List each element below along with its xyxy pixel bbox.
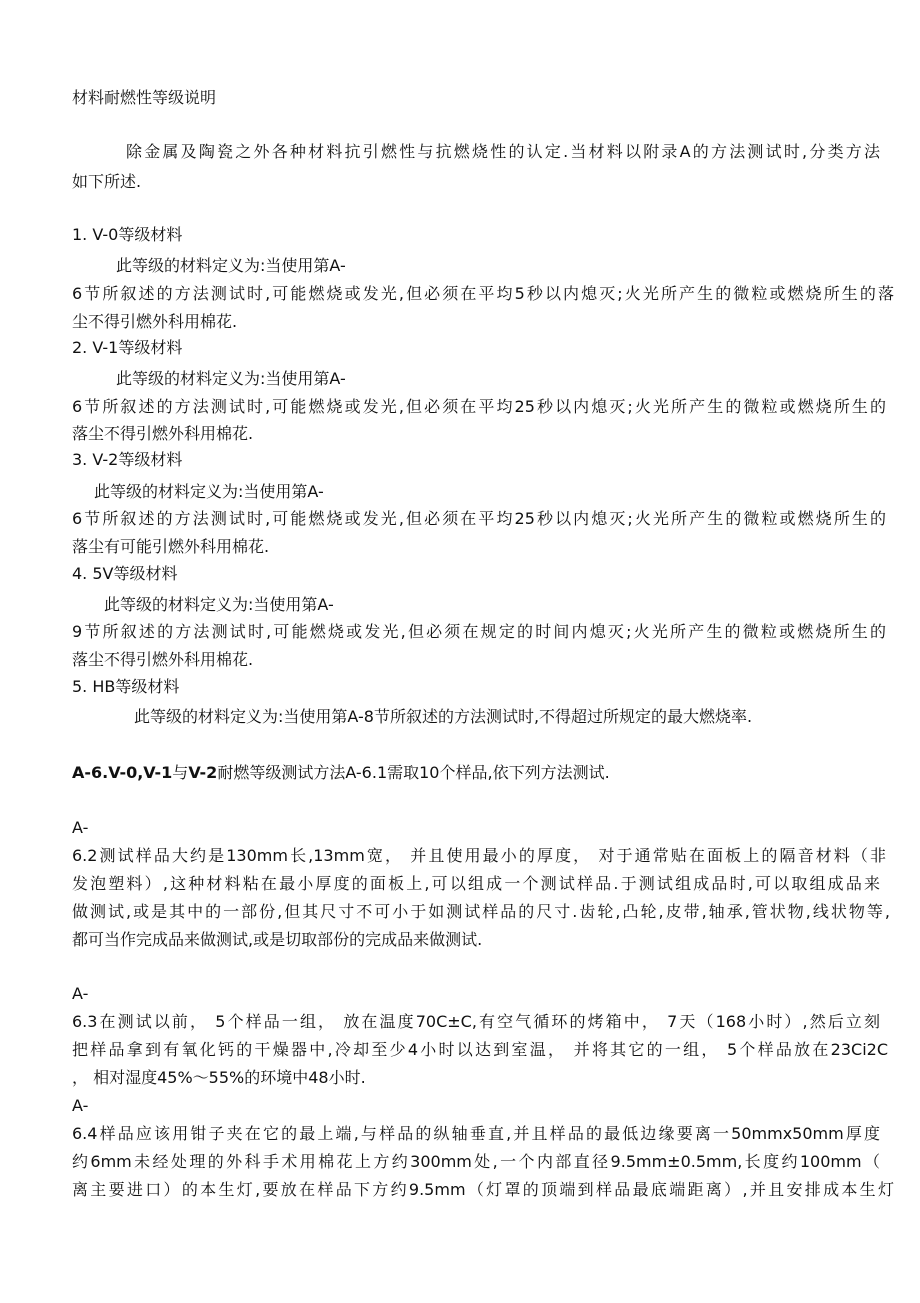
document-title: 材料耐燃性等级说明 [72,88,217,107]
section-heading-bold: V-2 [188,763,218,782]
grade-heading-v0: 1. V-0等级材料 [72,225,183,244]
grade-heading-v1: 2. V-1等级材料 [72,338,183,357]
grade-text: 6节所叙述的方法测试时,可能燃烧或发光,但必须在平均25秒以内熄灭;火光所产生的微粒或燃烧所生的 [72,397,886,416]
clause-text: 都可当作完成品来做测试,或是切取部份的完成品来做测试. [72,930,483,949]
intro-line-1: 除金属及陶瓷之外各种材料抗引燃性与抗燃烧性的认定.当材料以附录A的方法测试时,分类方法 [126,142,880,161]
grade-heading-5v: 4. 5V等级材料 [72,564,178,583]
grade-text: 此等级的材料定义为:当使用第A- [104,595,334,614]
intro-line-2: 如下所述. [72,172,142,191]
grade-text: 落尘有可能引燃外科用棉花. [72,537,270,556]
clause-text: ， 相对湿度45%〜55%的环境中48小时. [72,1068,366,1087]
grade-text: 尘不得引燃外科用棉花. [72,312,238,331]
grade-text: 此等级的材料定义为:当使用第A- [94,482,324,501]
section-heading-bold: A-6.V-0,V-1 [72,763,173,782]
grade-text: 落尘不得引燃外科用棉花. [72,650,254,669]
clause-text: 发泡塑料）,这种材料粘在最小厚度的面板上,可以组成一个测试样品.于测试组成品时,可以取组成品来 [72,874,880,893]
grade-text: 此等级的材料定义为:当使用第A- [116,256,346,275]
grade-text: 此等级的材料定义为:当使用第A- [116,369,346,388]
grade-text: 6节所叙述的方法测试时,可能燃烧或发光,但必须在平均25秒以内熄灭;火光所产生的微粒或燃烧所生的 [72,509,886,528]
grade-text: 落尘不得引燃外科用棉花. [72,424,254,443]
clause-text: 做测试,或是其中的一部份,但其尺寸不可小于如测试样品的尺寸.齿轮,凸轮,皮带,轴承,管状物,线状物等, [72,902,890,921]
clause-label: A- [72,1096,89,1115]
grade-text: 6节所叙述的方法测试时,可能燃烧或发光,但必须在平均5秒以内熄灭;火光所产生的微粒或燃烧所生的落 [72,284,894,303]
grade-heading-hb: 5. HB等级材料 [72,677,180,696]
section-heading-text: 与 [172,763,189,782]
clause-text: 6.4样品应该用钳子夹在它的最上端,与样品的纵轴垂直,并且样品的最低边缘要离一50mmx50mm厚度 [72,1124,880,1143]
section-heading [72,763,610,783]
clause-text: 6.3在测试以前， 5个样品一组， 放在温度70C±C,有空气循环的烤箱中， 7天（168小时）,然后立刻 [72,1012,880,1031]
section-heading-text: 耐燃等级测试方法A-6.1需取10个样品,依下列方法测试. [217,763,610,782]
grade-heading-v2: 3. V-2等级材料 [72,450,183,469]
clause-label: A- [72,984,89,1003]
grade-text: 此等级的材料定义为:当使用第A-8节所叙述的方法测试时,不得超过所规定的最大燃烧率. [134,707,753,726]
clause-text: 约6mm未经处理的外科手术用棉花上方约300mm处,一个内部直径9.5mm±0.5mm,长度约100mm（ [72,1152,880,1171]
clause-label: A- [72,818,89,837]
clause-text: 把样品拿到有氧化钙的干燥器中,冷却至少4小时以达到室温， 并将其它的一组， 5个样品放在23Ci2C [72,1040,888,1059]
clause-text: 离主要进口）的本生灯,要放在样品下方约9.5mm（灯罩的顶端到样品最底端距离）,并且安排成本生灯 [72,1180,894,1199]
grade-text: 9节所叙述的方法测试时,可能燃烧或发光,但必须在规定的时间内熄灭;火光所产生的微粒或燃烧所生的 [72,622,886,641]
clause-text: 6.2测试样品大约是130mm长,13mm宽， 并且使用最小的厚度， 对于通常贴在面板上的隔音材料（非 [72,846,886,865]
